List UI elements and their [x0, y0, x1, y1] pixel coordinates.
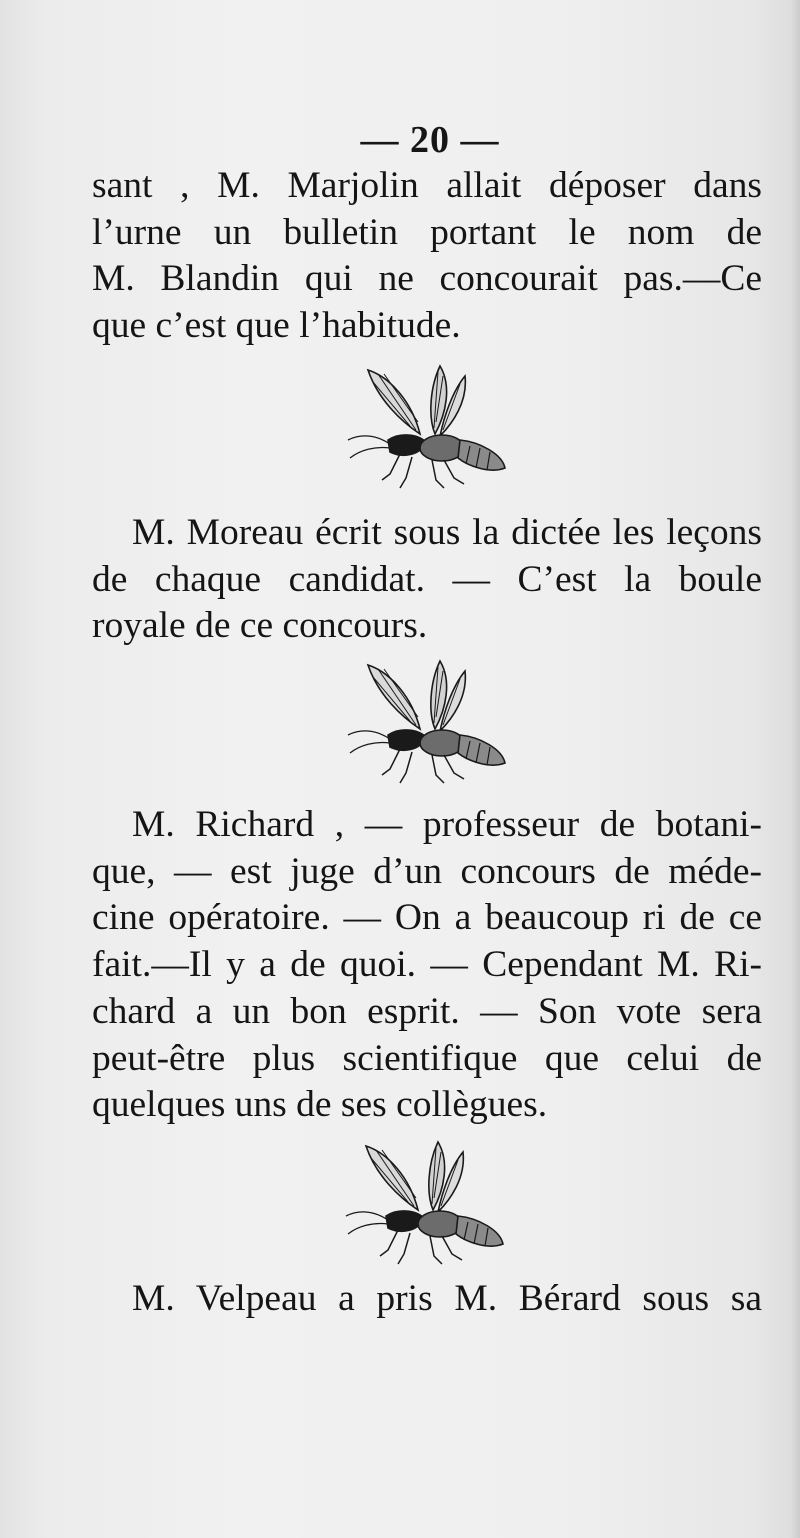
text-line: quelques uns de ses collègues.	[92, 1084, 548, 1126]
bee-icon	[338, 1138, 508, 1273]
bee-icon	[340, 362, 510, 497]
paragraph-velpeau	[92, 1276, 762, 1323]
text-line: de chaque candidat. — C’est la boule	[92, 558, 762, 600]
page-edge	[790, 0, 800, 1538]
text-line: que, — est juge d’un concours de méde-	[92, 850, 762, 892]
text-line: M. Blandin qui ne concourait pas.—Ce	[92, 258, 762, 300]
page-number: — 20 —	[360, 119, 500, 161]
text-line: chard a un bon esprit. — Son vote sera	[92, 990, 762, 1032]
text-line: M. Moreau écrit sous la dictée les leçons	[132, 512, 762, 553]
text-line: M. Richard , — professeur de botani-	[132, 804, 762, 845]
bee-icon	[340, 657, 510, 792]
text-line: fait.—Il y a de quoi. — Cependant M. Ri-	[92, 944, 762, 986]
paragraph-marjolin	[92, 163, 762, 350]
paragraph-moreau	[92, 510, 762, 650]
text-line: royale de ce concours.	[92, 605, 428, 647]
text-line: sant , M. Marjolin allait déposer dans	[92, 165, 762, 206]
text-line: peut-être plus scientifique que celui de	[92, 1037, 762, 1079]
paragraph-richard	[92, 802, 762, 1129]
text-line: que c’est que l’habitude.	[92, 305, 461, 347]
text-line: cine opératoire. — On a beaucoup ri de ce	[92, 897, 762, 939]
text-line: M. Velpeau a pris M. Bérard sous sa	[132, 1278, 762, 1319]
text-line: l’urne un bulletin portant le nom de	[92, 211, 762, 253]
